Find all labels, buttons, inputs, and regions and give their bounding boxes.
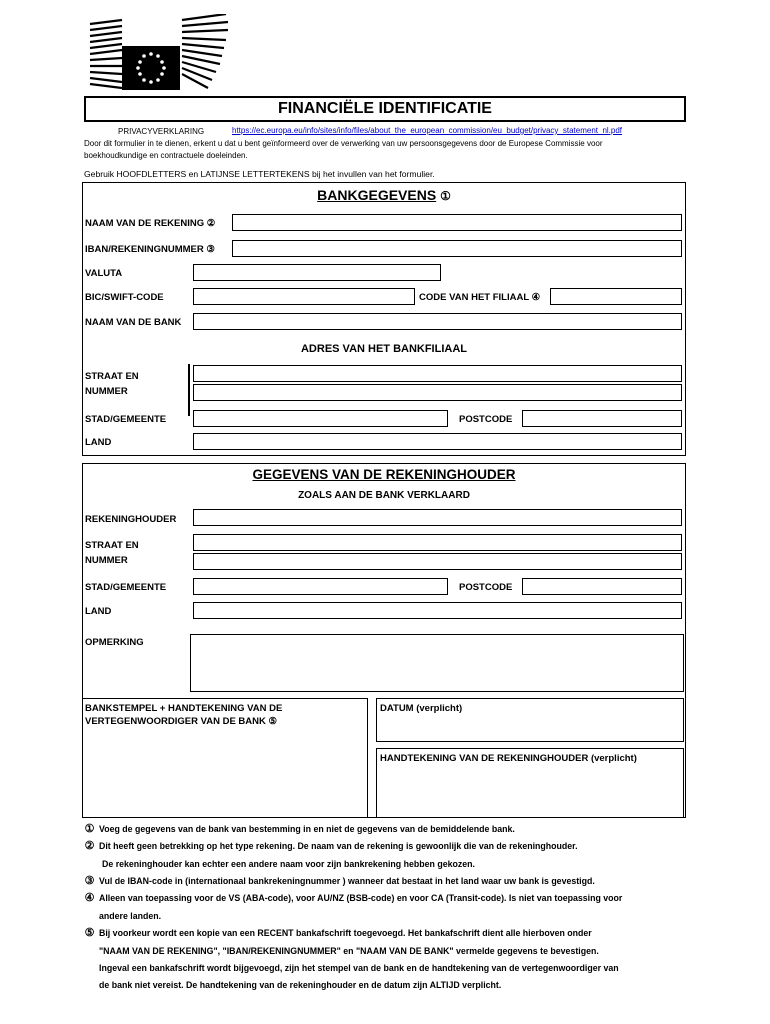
branch-city-label: STAD/GEMEENTE (85, 414, 167, 425)
branch-code-field[interactable] (550, 288, 682, 305)
footnote-1: ① Voeg de gegevens van de bank van bestemming in en niet de gegevens van de bemiddelende bank. (84, 823, 515, 836)
branch-address-heading: ADRES VAN HET BANKFILIAAL (300, 343, 467, 355)
privacy-text-1: Door dit formulier in te dienen, erkent u dat u bent geïnformeerd over de verwerking van uw persoonsgegevens door de Europese Commissie voor (84, 139, 603, 148)
bank-stamp-label-2: VERTEGENWOORDIGER VAN DE BANK ⑤ (85, 716, 278, 727)
footnote-5-mark: ⑤ (84, 927, 95, 940)
instruction-text: Gebruik HOOFDLETTERS en LATIJNSE LETTERTEKENS bij het invullen van het formulier. (84, 169, 435, 179)
currency-field[interactable] (193, 264, 441, 281)
bic-label: BIC/SWIFT-CODE (85, 292, 164, 303)
remarks-label: OPMERKING (85, 637, 144, 648)
page-title: FINANCIËLE IDENTIFICATIE (278, 100, 492, 117)
bank-stamp-label-1: BANKSTEMPEL + HANDTEKENING VAN DE (85, 703, 283, 714)
footnote-2: ② Dit heeft geen betrekking op het type rekening. De naam van de rekening is gewoonlijk die van de rekeninghouder. (84, 840, 578, 853)
privacy-link[interactable]: https://ec.europa.eu/info/sites/info/files/about_the_european_commission/eu_budget/privacy_statement_nl.pdf (232, 126, 623, 135)
holder-country-label: LAND (85, 606, 112, 617)
privacy-text-2: boekhoudkundige en contractuele doeleinden. (84, 151, 248, 160)
branch-postcode-label: POSTCODE (459, 414, 513, 425)
branch-city-field[interactable] (193, 410, 448, 427)
bic-field[interactable] (193, 288, 415, 305)
footnote-2-mark: ② (84, 840, 95, 853)
bank-name-field[interactable] (193, 313, 682, 330)
branch-postcode-field[interactable] (522, 410, 682, 427)
iban-field[interactable] (232, 240, 682, 257)
footnote-3: ③ Vul de IBAN-code in (internationaal bankrekeningnummer ) wanneer dat bestaat in het land waar uw bank is gevestigd. (84, 875, 595, 888)
holder-label: REKENINGHOUDER (85, 514, 177, 525)
footnote-4b: andere landen. (99, 911, 162, 921)
holder-street-label-1: STRAAT EN (85, 540, 139, 551)
footnote-5c: Ingeval een bankafschrift wordt bijgevoegd, zijn het stempel van de bank en de handtekening van de vertegenwoordiger van (99, 963, 619, 973)
holder-subheading: ZOALS AAN DE BANK VERKLAARD (298, 490, 470, 501)
branch-code-label: CODE VAN HET FILIAAL ④ (419, 292, 541, 303)
branch-country-label: LAND (85, 437, 112, 448)
footnote-5b: "NAAM VAN DE REKENING", "IBAN/REKENINGNUMMER" en "NAAM VAN DE BANK" vermelde gegevens te bevestigen. (99, 946, 599, 956)
holder-signature-label: HANDTEKENING VAN DE REKENINGHOUDER (verplicht) (380, 753, 637, 764)
account-name-field[interactable] (232, 214, 682, 231)
footnote-4: ④ Alleen van toepassing voor de VS (ABA-code), voor AU/NZ (BSB-code) en voor CA (Transit-code). Is niet van toepassing voor (84, 892, 623, 905)
footnote-3-mark: ③ (84, 875, 95, 888)
holder-heading: GEGEVENS VAN DE REKENINGHOUDER (252, 467, 516, 482)
date-label: DATUM (verplicht) (380, 703, 463, 714)
iban-label: IBAN/REKENINGNUMMER ③ (85, 244, 215, 255)
holder-street-field-2[interactable] (193, 553, 682, 570)
remarks-field[interactable] (190, 634, 684, 692)
holder-postcode-field[interactable] (522, 578, 682, 595)
eu-commission-logo (86, 14, 246, 94)
branch-street-label-1: STRAAT EN (85, 371, 139, 382)
holder-country-field[interactable] (193, 602, 682, 619)
footnote-4-mark: ④ (84, 892, 95, 905)
bank-name-label: NAAM VAN DE BANK (85, 317, 182, 328)
branch-street-label-2: NUMMER (85, 386, 128, 397)
title-box (84, 96, 686, 122)
footnote-1-mark: ① (84, 823, 95, 836)
holder-city-field[interactable] (193, 578, 448, 595)
holder-street-label-2: NUMMER (85, 555, 128, 566)
branch-street-field-2[interactable] (193, 384, 682, 401)
holder-field[interactable] (193, 509, 682, 526)
branch-country-field[interactable] (193, 433, 682, 450)
currency-label: VALUTA (85, 268, 123, 279)
bank-heading: BANKGEGEVENS ① (317, 187, 451, 203)
privacy-label: PRIVACYVERKLARING (118, 127, 205, 136)
holder-city-label: STAD/GEMEENTE (85, 582, 167, 593)
account-name-label: NAAM VAN DE REKENING ② (85, 218, 216, 229)
holder-street-field-1[interactable] (193, 534, 682, 551)
footnote-5: ⑤ Bij voorkeur wordt een kopie van een RECENT bankafschrift toegevoegd. Het bankafschrift dient alle hierboven onder (84, 927, 592, 940)
branch-address-divider (188, 364, 190, 416)
footnote-5d: de bank niet vereist. De handtekening van de rekeninghouder en de datum zijn ALTIJD verplicht. (99, 980, 502, 990)
holder-postcode-label: POSTCODE (459, 582, 513, 593)
footnote-2b: De rekeninghouder kan echter een andere naam voor zijn bankrekening hebben gekozen. (102, 859, 475, 869)
branch-street-field-1[interactable] (193, 365, 682, 382)
